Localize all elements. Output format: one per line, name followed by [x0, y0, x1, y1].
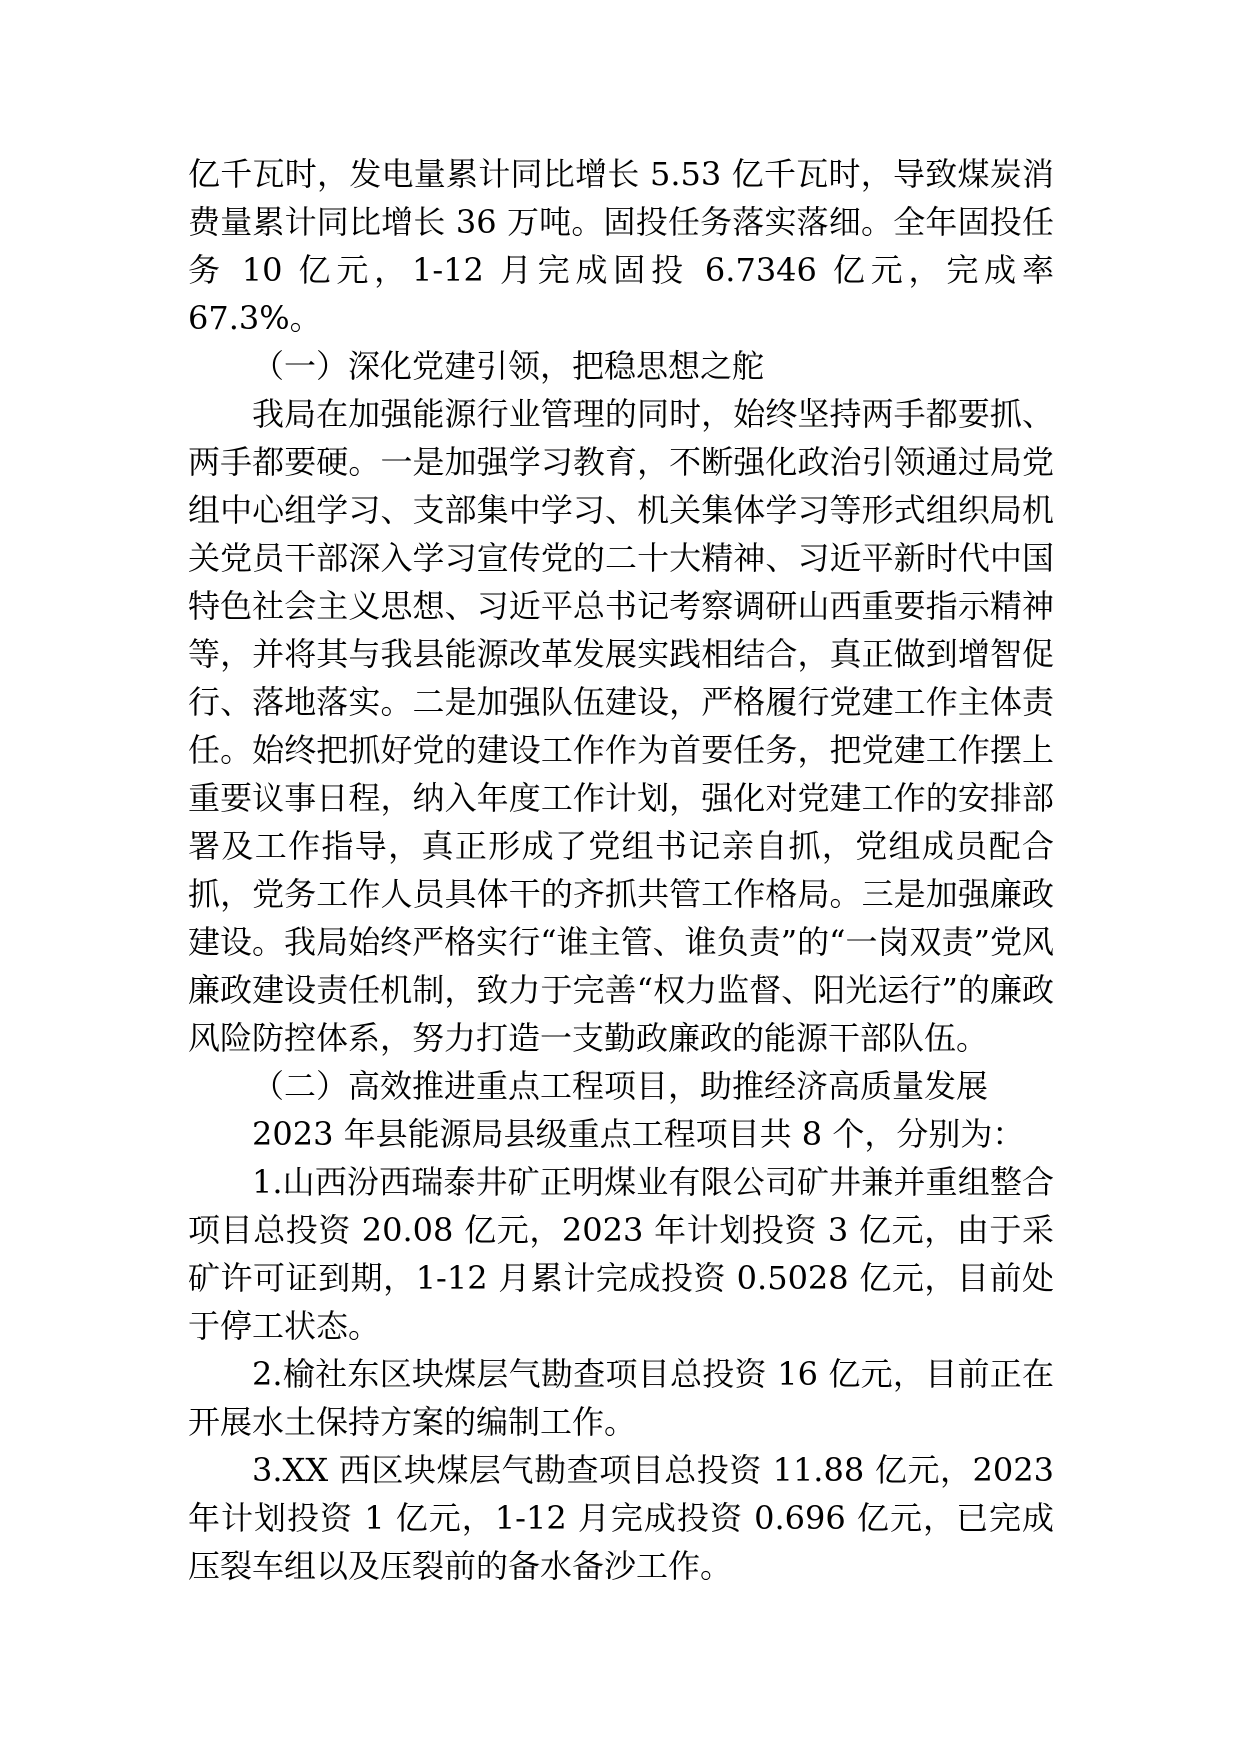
- body-paragraph-party-building: 我局在加强能源行业管理的同时，始终坚持两手都要抓、两手都要硬。一是加强学习教育，不断强化政治引领通过局党组中心组学习、支部集中学习、机关集体学习等形式组织局机关党员干部深入学习宣传党的二十大精神、习近平新时代中国特色社会主义思想、习近平总书记考察调研山西重要指示精神等，并将其与我县能源改革发展实践相结合，真正做到增智促行、落地落实。二是加强队伍建设，严格履行党建工作主体责任。始终把抓好党的建设工作作为首要任务，把党建工作摆上重要议事日程，纳入年度工作计划，强化对党建工作的安排部署及工作指导，真正形成了党组书记亲自抓，党组成员配合抓，党务工作人员具体干的齐抓共管工作格局。三是加强廉政建设。我局始终严格实行“谁主管、谁负责”的“一岗双责”党风廉政建设责任机制，致力于完善“权力监督、阳光运行”的廉政风险防控体系，努力打造一支勤政廉政的能源干部队伍。: [188, 395, 1054, 1057]
- document-page: [188, 150, 1054, 1590]
- body-paragraph-project-count: 2023 年县能源局县级重点工程项目共 8 个，分别为：: [252, 1115, 1025, 1153]
- body-paragraph-continued: 亿千瓦时，发电量累计同比增长 5.53 亿千瓦时，导致煤炭消费量累计同比增长 36 万吨。固投任务落实落细。全年固投任务 10 亿元，1-12 月完成固投 6.7346 亿元，完成率67.3%。: [188, 155, 1054, 337]
- list-item-project-3: 3.XX 西区块煤层气勘查项目总投资 11.88 亿元，2023年计划投资 1 亿元，1-12 月完成投资 0.696 亿元，已完成压裂车组以及压裂前的备水备沙工作。: [188, 1451, 1054, 1585]
- section-heading-party-building: （一）深化党建引领，把稳思想之舵: [252, 347, 765, 385]
- list-item-project-1: 1.山西汾西瑞泰井矿正明煤业有限公司矿井兼并重组整合项目总投资 20.08 亿元，2023 年计划投资 3 亿元，由于采矿许可证到期，1-12 月累计完成投资 0.5028 亿元，目前处于停工状态。: [188, 1163, 1054, 1345]
- list-item-project-2: 2.榆社东区块煤层气勘查项目总投资 16 亿元，目前正在开展水土保持方案的编制工作。: [188, 1355, 1054, 1441]
- section-heading-key-projects: （二）高效推进重点工程项目，助推经济高质量发展: [252, 1067, 989, 1105]
